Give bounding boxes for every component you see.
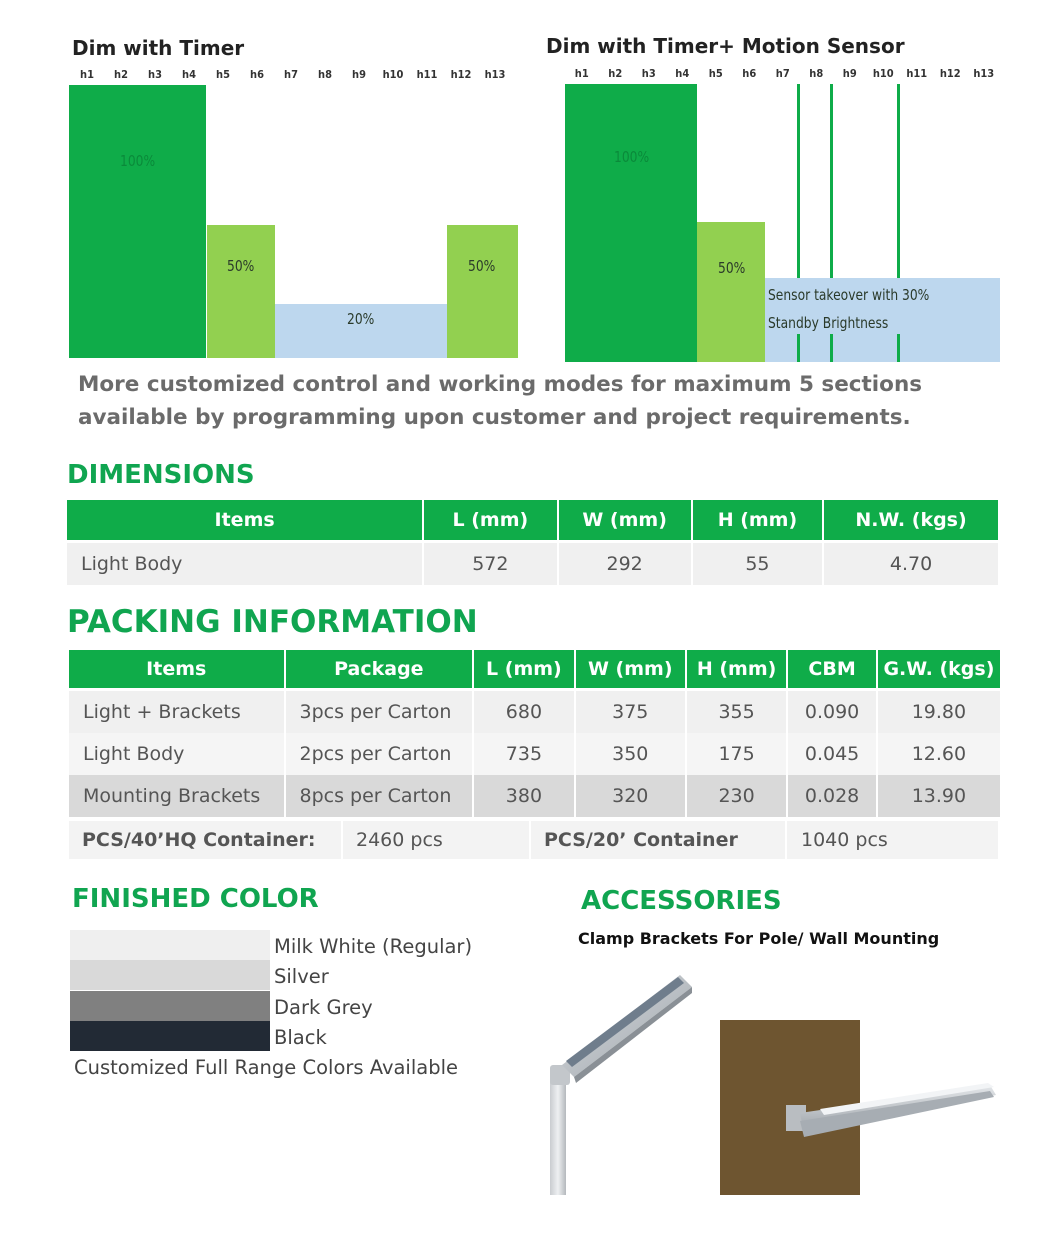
- hour-tick: h9: [352, 68, 366, 81]
- col-header: Items: [69, 650, 284, 688]
- hour-tick: h4: [182, 68, 196, 81]
- motion-event-line: [797, 84, 800, 278]
- bar-label: 50%: [468, 257, 496, 275]
- hour-tick: h10: [872, 67, 894, 80]
- motion-event-line: [897, 84, 900, 278]
- cell-value: 0.045: [788, 733, 876, 775]
- std-container-value: 1040 pcs: [801, 829, 888, 851]
- hour-tick: h12: [450, 68, 472, 81]
- packing-title: PACKING INFORMATION: [67, 604, 478, 640]
- swatch-silver: [70, 960, 270, 990]
- bar-annotation: Sensor takeover with 30%: [768, 286, 930, 304]
- bar-100-percent: [69, 85, 206, 358]
- bar-label: 20%: [347, 310, 375, 328]
- hour-tick: h3: [641, 67, 656, 80]
- cell-value: 680: [474, 691, 573, 733]
- col-header: H (mm): [687, 650, 786, 688]
- custom-colors-note: Customized Full Range Colors Available: [74, 1056, 459, 1079]
- hour-tick: h13: [973, 67, 995, 80]
- bar-50-percent: [207, 225, 275, 358]
- cell-value: 572: [424, 543, 556, 585]
- table-header-row: [69, 650, 1000, 688]
- hour-tick: h4: [675, 67, 690, 80]
- bar-label: 100%: [614, 148, 650, 166]
- col-header: N.W. (kgs): [824, 500, 998, 540]
- bar-label: 50%: [718, 259, 746, 277]
- cell-item: Light + Brackets: [69, 691, 284, 733]
- accessories-title: ACCESSORIES: [581, 886, 782, 916]
- hour-tick: h3: [148, 68, 162, 81]
- bar-label: 50%: [227, 257, 255, 275]
- motion-event-line: [830, 334, 833, 362]
- cell-value: 380: [474, 775, 573, 817]
- packing-table: [67, 650, 1002, 820]
- hour-axis: [565, 67, 1001, 80]
- wall-mount-bracket-image: [780, 1075, 1002, 1145]
- cell-value: 0.028: [788, 775, 876, 817]
- cell-value: 350: [576, 733, 685, 775]
- cell-value: 4.70: [824, 543, 998, 585]
- motion-event-line: [797, 334, 800, 362]
- table-row: [69, 691, 1000, 733]
- cell-value: 375: [576, 691, 685, 733]
- dimensions-title: DIMENSIONS: [67, 460, 255, 490]
- cell-value: 12.60: [878, 733, 1000, 775]
- chart-title: Dim with Timer: [72, 36, 245, 60]
- chart-title: Dim with Timer+ Motion Sensor: [546, 34, 905, 58]
- col-header: G.W. (kgs): [878, 650, 1000, 688]
- cell-item: Mounting Brackets: [69, 775, 284, 817]
- cell-value: 55: [693, 543, 822, 585]
- hour-tick: h8: [318, 68, 332, 81]
- col-header: L (mm): [424, 500, 556, 540]
- cell-value: 230: [687, 775, 786, 817]
- bar-100-percent: [565, 84, 697, 362]
- cell-package: 8pcs per Carton: [286, 775, 473, 817]
- table-row: [69, 733, 1000, 775]
- hour-axis: [70, 68, 512, 81]
- hour-tick: h11: [416, 68, 438, 81]
- finished-color-title: FINISHED COLOR: [72, 884, 319, 914]
- cell-value: 292: [559, 543, 691, 585]
- hour-tick: h5: [216, 68, 230, 81]
- col-header: H (mm): [693, 500, 822, 540]
- col-header: CBM: [788, 650, 876, 688]
- swatch-label: Silver: [274, 965, 329, 988]
- hour-tick: h8: [809, 67, 824, 80]
- hq-container-label: PCS/40’HQ Container:: [82, 829, 316, 851]
- cell-value: 19.80: [878, 691, 1000, 733]
- accessories-subtitle: Clamp Brackets For Pole/ Wall Mounting: [578, 929, 940, 948]
- col-header: W (mm): [559, 500, 691, 540]
- swatch-label: Black: [274, 1026, 327, 1049]
- bar-50-percent-end: [447, 225, 518, 358]
- motion-event-line: [897, 334, 900, 362]
- hour-tick: h6: [250, 68, 264, 81]
- hour-tick: h1: [574, 67, 589, 80]
- table-header-row: [67, 500, 998, 540]
- table-row: [67, 543, 998, 585]
- bar-annotation: Standby Brightness: [768, 314, 889, 332]
- dimensions-table: [65, 500, 1000, 585]
- hour-tick: h11: [906, 67, 928, 80]
- cell-value: 355: [687, 691, 786, 733]
- cell-value: 175: [687, 733, 786, 775]
- cell-value: 0.090: [788, 691, 876, 733]
- swatch-milk-white: [70, 930, 270, 960]
- swatch-label: Dark Grey: [274, 996, 373, 1019]
- col-header: W (mm): [576, 650, 685, 688]
- hour-tick: h7: [284, 68, 298, 81]
- hour-tick: h2: [608, 67, 623, 80]
- std-container-label: PCS/20’ Container: [544, 829, 738, 851]
- bar-50-percent: [697, 222, 765, 362]
- hour-tick: h5: [708, 67, 723, 80]
- cell-package: 3pcs per Carton: [286, 691, 473, 733]
- hour-tick: h13: [484, 68, 506, 81]
- col-header: Package: [286, 650, 473, 688]
- motion-event-line: [830, 84, 833, 278]
- hour-tick: h10: [382, 68, 404, 81]
- cell-item: Light Body: [67, 543, 422, 585]
- bar-label: 100%: [120, 152, 156, 170]
- col-header: L (mm): [474, 650, 573, 688]
- swatch-dark-grey: [70, 991, 270, 1021]
- swatch-black: [70, 1021, 270, 1051]
- cell-item: Light Body: [69, 733, 284, 775]
- hour-tick: h7: [775, 67, 790, 80]
- cell-value: 13.90: [878, 775, 1000, 817]
- hour-tick: h2: [114, 68, 128, 81]
- hour-tick: h1: [80, 68, 94, 81]
- cell-package: 2pcs per Carton: [286, 733, 473, 775]
- cell-value: 735: [474, 733, 573, 775]
- swatch-label: Milk White (Regular): [274, 935, 473, 958]
- pole-mount-bracket-image: [540, 965, 700, 1200]
- hour-tick: h12: [939, 67, 961, 80]
- container-row: [69, 821, 998, 859]
- customization-note: More customized control and working modes for maximum 5 sections available by programming upon customer and project requirements.: [78, 372, 923, 430]
- cell-value: 320: [576, 775, 685, 817]
- table-row: [69, 775, 1000, 817]
- hour-tick: h9: [842, 67, 857, 80]
- hq-container-value: 2460 pcs: [356, 829, 443, 851]
- col-header: Items: [67, 500, 422, 540]
- hour-tick: h6: [742, 67, 757, 80]
